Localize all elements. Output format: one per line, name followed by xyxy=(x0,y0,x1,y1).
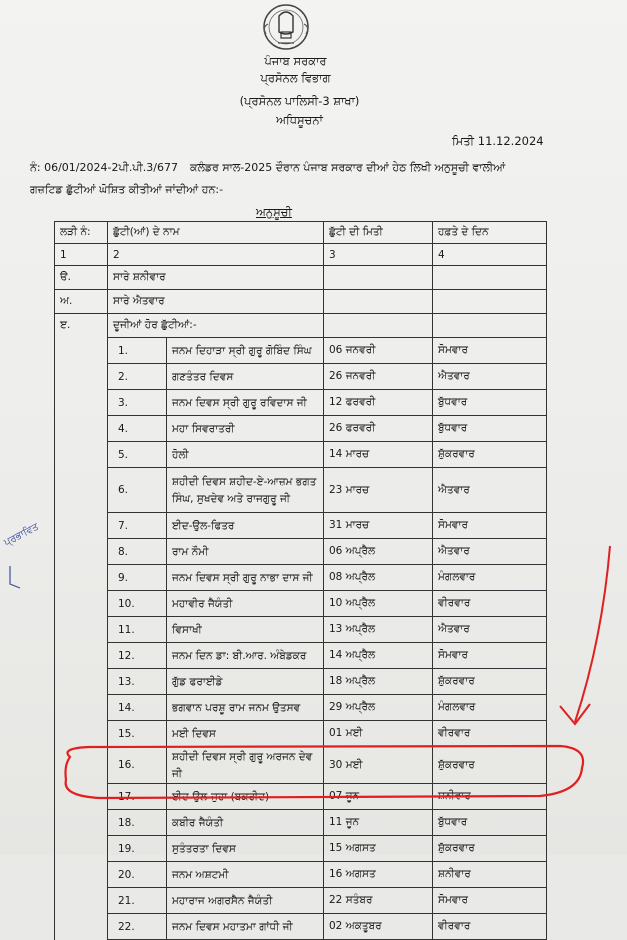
indent-cell xyxy=(55,914,108,940)
holiday-row xyxy=(55,565,547,591)
indent-cell xyxy=(55,643,108,669)
holiday-row xyxy=(55,747,547,784)
holiday-weekday: ਸ਼ਨੀਵਾਰ xyxy=(433,862,547,888)
indent-cell xyxy=(55,442,108,468)
holiday-name: ਸੁਤੰਤਰਤਾ ਦਿਵਸ xyxy=(167,836,324,862)
indent-cell xyxy=(55,888,108,914)
holiday-weekday: ਸ਼ੁੱਕਰਵਾਰ xyxy=(433,669,547,695)
holiday-name: ਗਣਤੰਤਰ ਦਿਵਸ xyxy=(167,364,324,390)
holiday-number: 14. xyxy=(108,695,167,721)
holiday-row xyxy=(55,695,547,721)
holiday-name: ਗੁੱਡ ਫਰਾਈਡੇ xyxy=(167,669,324,695)
holiday-date: 13 ਅਪ੍ਰੈਲ xyxy=(324,617,433,643)
holiday-weekday: ਸ਼ੁੱਕਰਵਾਰ xyxy=(433,836,547,862)
holiday-name: ਹੋਲੀ xyxy=(167,442,324,468)
holiday-date: 10 ਅਪ੍ਰੈਲ xyxy=(324,591,433,617)
indent-cell xyxy=(55,390,108,416)
holiday-date: 07 ਜੂਨ xyxy=(324,784,433,810)
section-label: ੳ. xyxy=(55,266,108,290)
holiday-weekday: ਸੋਮਵਾਰ xyxy=(433,888,547,914)
margin-note: ਪ੍ਰਭਾਵਿਤ xyxy=(2,521,41,549)
holiday-name: ਮਹਾ ਸਿਵਰਾਤਰੀ xyxy=(167,416,324,442)
holiday-row xyxy=(55,617,547,643)
holiday-number: 3. xyxy=(108,390,167,416)
holiday-name: ਜਨਮ ਦਿਵਸ ਸ੍ਰੀ ਗੁਰੂ ਰਵਿਦਾਸ ਜੀ xyxy=(167,390,324,416)
holiday-number: 15. xyxy=(108,721,167,747)
table-header-row xyxy=(55,222,547,244)
indent-cell xyxy=(55,747,108,784)
holiday-name: ਵਿਸਾਖੀ xyxy=(167,617,324,643)
holiday-name: ਭਗਵਾਨ ਪਰਸ਼ੂ ਰਾਮ ਜਨਮ ਉਤਸਵ xyxy=(167,695,324,721)
indent-cell xyxy=(55,565,108,591)
header-notification: ਅਧਿਸੂਚਨਾਂ xyxy=(276,113,323,127)
table-colnum-row xyxy=(55,244,547,266)
holiday-date: 12 ਫਰਵਰੀ xyxy=(324,390,433,416)
holiday-row xyxy=(55,513,547,539)
holiday-number: 18. xyxy=(108,810,167,836)
header-department: ਪ੍ਰਸੋਨਲ ਵਿਭਾਗ xyxy=(260,71,331,85)
holiday-name: ਮਹਾਰਾਜ ਅਗਰਸੈਨ ਜੈਯੰਤੀ xyxy=(167,888,324,914)
holiday-number: 4. xyxy=(108,416,167,442)
holiday-date: 31 ਮਾਰਚ xyxy=(324,513,433,539)
holiday-date: 29 ਅਪ੍ਰੈਲ xyxy=(324,695,433,721)
holiday-row xyxy=(55,836,547,862)
holiday-row xyxy=(55,643,547,669)
holiday-weekday: ਐਤਵਾਰ xyxy=(433,539,547,565)
holiday-number: 20. xyxy=(108,862,167,888)
holiday-weekday: ਸ਼ੁੱਕਰਵਾਰ xyxy=(433,747,547,784)
holiday-name: ਮਈ ਦਿਵਸ xyxy=(167,721,324,747)
holiday-row xyxy=(55,390,547,416)
holiday-row xyxy=(55,669,547,695)
holiday-weekday: ਐਤਵਾਰ xyxy=(433,364,547,390)
colnum-3: 3 xyxy=(324,244,433,266)
holiday-row xyxy=(55,591,547,617)
indent-cell xyxy=(55,862,108,888)
holiday-weekday: ਸੋਮਵਾਰ xyxy=(433,643,547,669)
holiday-number: 5. xyxy=(108,442,167,468)
holiday-rows xyxy=(55,338,547,940)
holiday-name: ਕਬੀਰ ਜੈਯੰਤੀ xyxy=(167,810,324,836)
header-holiday-name: ਛੁੱਟੀ(ਆਂ) ਦੇ ਨਾਮ xyxy=(108,222,324,244)
holiday-number: 2. xyxy=(108,364,167,390)
holiday-row xyxy=(55,468,547,513)
holiday-name: ਜਨਮ ਅਸ਼ਟਮੀ xyxy=(167,862,324,888)
holiday-name: ਰਾਮ ਨੌਮੀ xyxy=(167,539,324,565)
holiday-weekday: ਵੀਰਵਾਰ xyxy=(433,914,547,940)
memo-body-1: ਕਲੰਡਰ ਸਾਲ-2025 ਦੌਰਾਨ ਪੰਜਾਬ ਸਰਕਾਰ ਦੀਆਂ ਹੇਠ ਲਿਖੀ ਅਨੁਸੂਚੀ ਵਾਲੀਆਂ xyxy=(189,161,506,174)
holiday-row xyxy=(55,721,547,747)
holiday-weekday: ਐਤਵਾਰ xyxy=(433,468,547,513)
holiday-date: 11 ਜੂਨ xyxy=(324,810,433,836)
holiday-row xyxy=(55,364,547,390)
holiday-date: 18 ਅਪ੍ਰੈਲ xyxy=(324,669,433,695)
holiday-date: 26 ਫਰਵਰੀ xyxy=(324,416,433,442)
holiday-row xyxy=(55,338,547,364)
holiday-date: 16 ਅਗਸਤ xyxy=(324,862,433,888)
colnum-2: 2 xyxy=(108,244,324,266)
holiday-weekday: ਸ਼ਨੀਵਾਰ xyxy=(433,784,547,810)
holiday-row xyxy=(55,416,547,442)
holiday-date: 23 ਮਾਰਚ xyxy=(324,468,433,513)
holiday-name: ਸ਼ਹੀਦੀ ਦਿਵਸ ਸ੍ਰੀ ਗੁਰੂ ਅਰਜਨ ਦੇਵ ਜੀ xyxy=(167,747,324,784)
holiday-number: 17. xyxy=(108,784,167,810)
indent-cell xyxy=(55,721,108,747)
header-weekday: ਹਫ਼ਤੇ ਦੇ ਦਿਨ xyxy=(433,222,547,244)
indent-cell xyxy=(55,591,108,617)
indent-cell xyxy=(55,695,108,721)
holiday-date: 26 ਜਨਵਰੀ xyxy=(324,364,433,390)
holiday-number: 16. xyxy=(108,747,167,784)
holiday-weekday: ਸੋਮਵਾਰ xyxy=(433,513,547,539)
holiday-date: 02 ਅਕਤੂਬਰ xyxy=(324,914,433,940)
notification-date: ਮਿਤੀ 11.12.2024 xyxy=(452,134,544,148)
holiday-date: 14 ਅਪ੍ਰੈਲ xyxy=(324,643,433,669)
section-row xyxy=(55,314,547,338)
holiday-weekday: ਸ਼ੁੱਕਰਵਾਰ xyxy=(433,442,547,468)
holiday-number: 1. xyxy=(108,338,167,364)
holiday-weekday: ਸੋਮਵਾਰ xyxy=(433,338,547,364)
section-name: ਸਾਰੇ ਸ਼ਨੀਵਾਰ xyxy=(108,266,324,290)
colnum-1: 1 xyxy=(55,244,108,266)
holiday-name: ਜਨਮ ਦਿਵਸ ਸ੍ਰੀ ਗੁਰੂ ਨਾਭਾ ਦਾਸ ਜੀ xyxy=(167,565,324,591)
holiday-row xyxy=(55,888,547,914)
holiday-number: 19. xyxy=(108,836,167,862)
holiday-number: 6. xyxy=(108,468,167,513)
holiday-number: 9. xyxy=(108,565,167,591)
holiday-name: ਜਨਮ ਦਿਨ ਡਾ: ਬੀ.ਆਰ. ਅੰਬੇਡਕਰ xyxy=(167,643,324,669)
holiday-row xyxy=(55,442,547,468)
holiday-date: 01 ਮਈ xyxy=(324,721,433,747)
section-label: ੲ. xyxy=(55,314,108,338)
holiday-date: 15 ਅਗਸਤ xyxy=(324,836,433,862)
holiday-name: ਜਨਮ ਦਿਹਾੜਾ ਸ੍ਰੀ ਗੁਰੂ ਗੋਬਿੰਦ ਸਿੰਘ xyxy=(167,338,324,364)
indent-cell xyxy=(55,836,108,862)
section-name: ਸਾਰੇ ਐਤਵਾਰ xyxy=(108,290,324,314)
indent-cell xyxy=(55,784,108,810)
memo-reference: ਨੰ: 06/01/2024-2ਪੀ.ਪੀ.3/677 xyxy=(30,161,178,174)
holiday-name: ਜਨਮ ਦਿਵਸ ਮਹਾਤਮਾ ਗਾਂਧੀ ਜੀ xyxy=(167,914,324,940)
holiday-name: ਸ਼ਹੀਦੀ ਦਿਵਸ ਸ਼ਹੀਦ-ਏ-ਆਜ਼ਮ ਭਗਤ ਸਿੰਘ, ਸੁਖਦੇਵ ਅਤੇ ਰਾਜਗੁਰੂ ਜੀ xyxy=(167,468,324,513)
holiday-date: 22 ਸਤੰਬਰ xyxy=(324,888,433,914)
holiday-date: 14 ਮਾਰਚ xyxy=(324,442,433,468)
holiday-weekday: ਬੁੱਧਵਾਰ xyxy=(433,810,547,836)
arrow-head xyxy=(560,704,590,724)
header-date: ਛੁੱਟੀ ਦੀ ਮਿਤੀ xyxy=(324,222,433,244)
holiday-weekday: ਵੀਰਵਾਰ xyxy=(433,591,547,617)
holiday-date: 06 ਅਪ੍ਰੈਲ xyxy=(324,539,433,565)
holiday-weekday: ਬੁੱਧਵਾਰ xyxy=(433,390,547,416)
indent-cell xyxy=(55,416,108,442)
schedule-title: ਅਨੁਸੂਚੀ xyxy=(256,205,292,219)
holiday-date: 08 ਅਪ੍ਰੈਲ xyxy=(324,565,433,591)
section-row xyxy=(55,266,547,290)
holiday-name: ਈਦ-ਉਲ-ਜੁਹਾ (ਬਕਰੀਦ) xyxy=(167,784,324,810)
holiday-number: 11. xyxy=(108,617,167,643)
holiday-weekday: ਬੁੱਧਵਾਰ xyxy=(433,416,547,442)
memo-body-2: ਗਜ਼ਟਿਡ ਛੁੱਟੀਆਂ ਘੋਸ਼ਿਤ ਕੀਤੀਆਂ ਜਾਂਦੀਆਂ ਹਨ:- xyxy=(30,183,224,196)
holiday-number: 7. xyxy=(108,513,167,539)
holiday-name: ਈਦ-ਉਲ-ਫਿਤਰ xyxy=(167,513,324,539)
holiday-weekday: ਐਤਵਾਰ xyxy=(433,617,547,643)
header-government: ਪੰਜਾਬ ਸਰਕਾਰ xyxy=(264,54,327,68)
indent-cell xyxy=(55,513,108,539)
margin-tick xyxy=(10,566,20,588)
indent-cell xyxy=(55,338,108,364)
indent-cell xyxy=(55,539,108,565)
holiday-number: 22. xyxy=(108,914,167,940)
holiday-weekday: ਮੰਗਲਵਾਰ xyxy=(433,695,547,721)
holiday-row xyxy=(55,784,547,810)
holiday-number: 21. xyxy=(108,888,167,914)
header-serial: ਲੜੀ ਨੰ: xyxy=(55,222,108,244)
holiday-number: 8. xyxy=(108,539,167,565)
section-name: ਦੂਜੀਆਂ ਹੋਰ ਛੁੱਟੀਆਂ:- xyxy=(108,314,324,338)
government-emblem xyxy=(248,2,324,54)
indent-cell xyxy=(55,468,108,513)
holiday-table xyxy=(54,221,547,940)
header-branch: (ਪ੍ਰਸੋਨਲ ਪਾਲਿਸੀ-3 ਸ਼ਾਖਾ) xyxy=(239,94,360,108)
colnum-4: 4 xyxy=(433,244,547,266)
section-label: ਅ. xyxy=(55,290,108,314)
memo-text xyxy=(30,157,600,201)
holiday-number: 13. xyxy=(108,669,167,695)
indent-cell xyxy=(55,364,108,390)
indent-cell xyxy=(55,617,108,643)
holiday-row xyxy=(55,810,547,836)
arrow-line xyxy=(575,546,610,722)
holiday-number: 12. xyxy=(108,643,167,669)
holiday-name: ਮਹਾਵੀਰ ਜੈਯੰਤੀ xyxy=(167,591,324,617)
holiday-date: 06 ਜਨਵਰੀ xyxy=(324,338,433,364)
holiday-number: 10. xyxy=(108,591,167,617)
holiday-weekday: ਮੰਗਲਵਾਰ xyxy=(433,565,547,591)
holiday-row xyxy=(55,862,547,888)
holiday-row xyxy=(55,914,547,940)
indent-cell xyxy=(55,669,108,695)
section-row xyxy=(55,290,547,314)
holiday-row xyxy=(55,539,547,565)
indent-cell xyxy=(55,810,108,836)
holiday-weekday: ਵੀਰਵਾਰ xyxy=(433,721,547,747)
holiday-date: 30 ਮਈ xyxy=(324,747,433,784)
